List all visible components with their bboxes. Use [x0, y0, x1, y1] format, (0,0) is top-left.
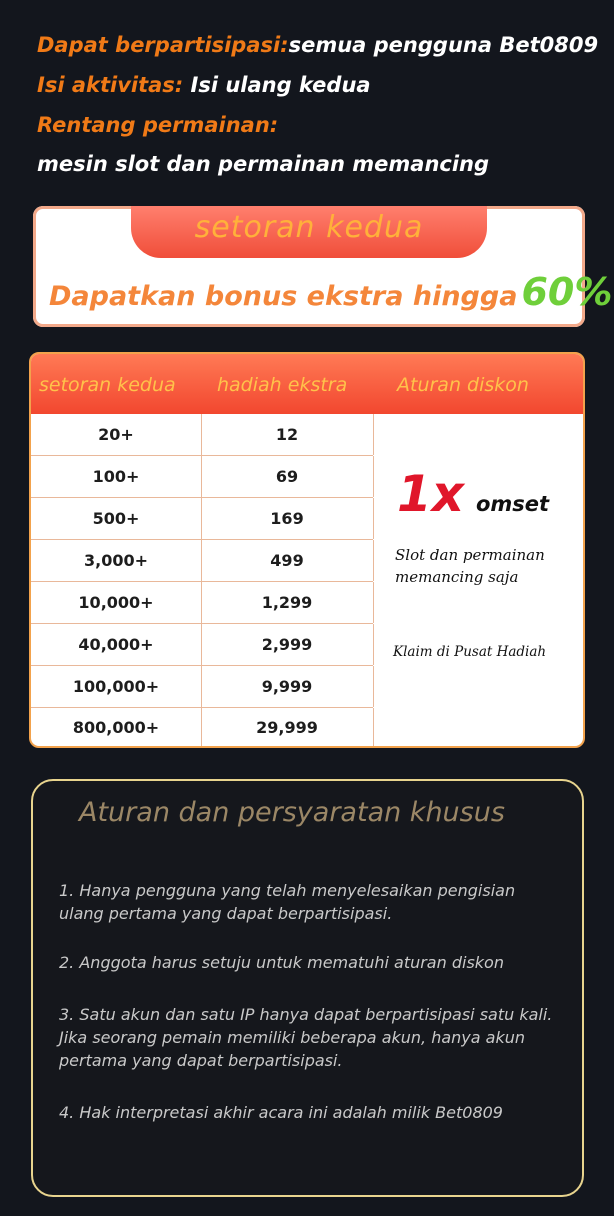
table-row: [31, 540, 373, 582]
banner-tab-title: setoran kedua: [194, 210, 424, 245]
terms-title: Aturan dan persyaratan khusus: [79, 797, 505, 828]
rule-games-note: Slot dan permainan memancing saja: [395, 546, 545, 586]
table-row: [31, 708, 373, 748]
game-range-label: Rentang permainan:: [37, 113, 279, 137]
deposit-cell: 40,000+: [31, 624, 202, 665]
header-extra-reward: hadiah ekstra: [217, 374, 348, 396]
reward-cell: 169: [201, 498, 374, 539]
game-range-value: mesin slot dan permainan memancing: [37, 152, 490, 176]
reward-cell: 29,999: [201, 708, 374, 748]
rule-claim-note: Klaim di Pusat Hadiah: [393, 644, 547, 660]
header-discount-rule: Aturan diskon: [397, 374, 529, 396]
term-item: 4. Hak interpretasi akhir acara ini adalah milik Bet0809: [59, 1103, 503, 1122]
reward-cell: 69: [201, 456, 374, 497]
deposit-cell: 100+: [31, 456, 202, 497]
banner-percent: 60%: [521, 270, 613, 314]
banner-tab: [131, 206, 487, 258]
banner-headline: [49, 270, 612, 314]
reward-cell: 9,999: [201, 666, 374, 707]
terms-panel: [31, 779, 584, 1197]
participant-value: semua pengguna Bet0809: [288, 33, 599, 57]
table-row: [31, 414, 373, 456]
activity-line: [37, 72, 371, 98]
banner-headline-text: Dapatkan bonus ekstra hingga: [49, 281, 518, 312]
reward-cell: 2,999: [201, 624, 374, 665]
activity-label: Isi aktivitas:: [37, 73, 184, 97]
deposit-cell: 10,000+: [31, 582, 202, 623]
rule-multiplier: 1x: [397, 465, 465, 523]
discount-rule-cell: [373, 414, 585, 748]
activity-value: Isi ulang kedua: [190, 73, 371, 97]
participant-label: Dapat berpartisipasi:: [37, 33, 289, 57]
table-row: [31, 624, 373, 666]
reward-cell: 12: [201, 414, 374, 455]
participant-line: [37, 32, 598, 58]
reward-cell: 499: [201, 540, 374, 581]
term-item: 2. Anggota harus setuju untuk mematuhi aturan diskon: [59, 953, 504, 972]
term-item: 1. Hanya pengguna yang telah menyelesaikan pengisian ulang pertama yang dapat berpartisipasi.: [59, 881, 516, 923]
deposit-cell: 500+: [31, 498, 202, 539]
bonus-banner: [33, 206, 613, 327]
bonus-table: [29, 352, 585, 748]
header-deposit: setoran kedua: [39, 374, 176, 396]
table-row: [31, 582, 373, 624]
deposit-cell: 3,000+: [31, 540, 202, 581]
table-row: [31, 666, 373, 708]
reward-cell: 1,299: [201, 582, 374, 623]
deposit-cell: 800,000+: [31, 708, 202, 748]
term-item: 3. Satu akun dan satu IP hanya dapat berpartisipasi satu kali. Jika seorang pemain memiliki beberapa akun, hanya akun pertama yang dapat berpartisipasi.: [59, 1005, 553, 1070]
table-row: [31, 456, 373, 498]
deposit-cell: 20+: [31, 414, 202, 455]
deposit-cell: 100,000+: [31, 666, 202, 707]
rule-turnover: omset: [476, 492, 550, 516]
table-row: [31, 498, 373, 540]
table-header: [31, 354, 583, 414]
